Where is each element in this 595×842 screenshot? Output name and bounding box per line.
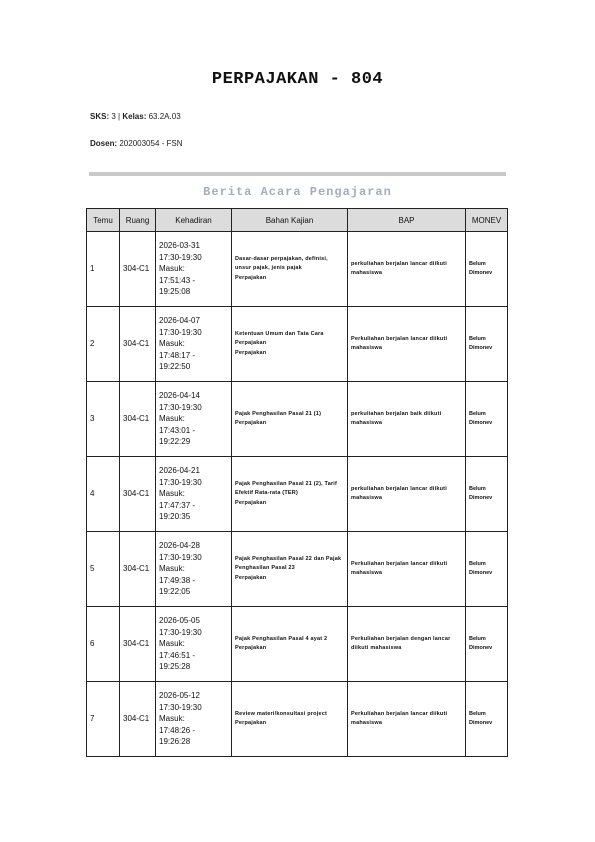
monev-status-detail: Dimonev: [469, 345, 493, 351]
dosen-value: 202003054 - FSN: [119, 139, 183, 148]
session-time: 17:30-19:30: [159, 627, 202, 637]
table-row: [87, 682, 508, 757]
table-row: [87, 382, 508, 457]
kajian-text: Pajak Penghasilan Pasal 4 ayat 2: [235, 635, 328, 642]
keluar-time: 19:22:50: [159, 362, 191, 372]
kajian-text: Pajak Penghasilan Pasal 22 dan Pajak Penghasilan Pasal 23: [235, 555, 342, 572]
cell-temu: [87, 532, 120, 607]
cell-ruang: [120, 232, 156, 307]
cell-kehadiran: [156, 532, 232, 607]
cell-ruang: [120, 682, 156, 757]
cell-temu: [87, 232, 120, 307]
masuk-label: Masuk:: [159, 564, 185, 574]
session-date: 2026-04-21: [159, 466, 200, 476]
cell-monev: [466, 307, 508, 382]
cell-bap: [348, 607, 466, 682]
temu-value: 6: [90, 639, 95, 649]
monev-status-detail: Dimonev: [469, 270, 493, 276]
session-time: 17:30-19:30: [159, 252, 202, 262]
cell-ruang: [120, 532, 156, 607]
masuk-label: Masuk:: [159, 414, 185, 424]
header-temu: Temu: [87, 209, 120, 232]
cell-kehadiran: [156, 457, 232, 532]
session-date: 2026-05-12: [159, 691, 200, 701]
cell-monev: [466, 532, 508, 607]
cell-ruang: [120, 607, 156, 682]
masuk-time: 17:47:37 -: [159, 500, 196, 510]
ruang-value: 304-C1: [123, 489, 150, 499]
table-row: [87, 232, 508, 307]
kajian-subject: Perpajakan: [235, 720, 267, 726]
kajian-text: Review materi/konsultasi project: [235, 710, 327, 717]
monev-status: Belum: [469, 485, 486, 492]
keluar-time: 19:22:05: [159, 587, 191, 597]
dosen-label: Dosen:: [90, 139, 118, 148]
session-date: 2026-04-07: [159, 316, 200, 326]
temu-value: 4: [90, 489, 95, 499]
divider: [89, 172, 506, 176]
session-time: 17:30-19:30: [159, 402, 202, 412]
keluar-time: 19:22:29: [159, 437, 191, 447]
cell-bahan-kajian: [232, 532, 348, 607]
ruang-value: 304-C1: [123, 714, 150, 724]
table-row: [87, 607, 508, 682]
cell-monev: [466, 682, 508, 757]
cell-temu: [87, 682, 120, 757]
cell-ruang: [120, 307, 156, 382]
cell-ruang: [120, 382, 156, 457]
cell-bahan-kajian: [232, 457, 348, 532]
masuk-time: 17:43:01 -: [159, 425, 196, 435]
session-time: 17:30-19:30: [159, 552, 202, 562]
kelas-value: 63.2A.03: [148, 112, 181, 121]
masuk-label: Masuk:: [159, 639, 185, 649]
temu-value: 3: [90, 414, 95, 424]
monev-status-detail: Dimonev: [469, 420, 493, 426]
session-time: 17:30-19:30: [159, 327, 202, 337]
table-row: [87, 307, 508, 382]
session-time: 17:30-19:30: [159, 702, 202, 712]
header-ruang: Ruang: [120, 209, 156, 232]
cell-kehadiran: [156, 382, 232, 457]
bap-text: Perkuliahan berjalan lancar diikuti mahasiswa: [351, 335, 448, 351]
monev-status: Belum: [469, 335, 486, 342]
kajian-subject: Perpajakan: [235, 420, 267, 426]
ruang-value: 304-C1: [123, 414, 150, 424]
bap-text: Perkuliahan berjalan dengan lancar diikuti mahasiswa: [351, 635, 451, 651]
session-date: 2026-04-14: [159, 391, 200, 401]
cell-bap: [348, 307, 466, 382]
ruang-value: 304-C1: [123, 264, 150, 274]
cell-kehadiran: [156, 607, 232, 682]
table-row: [87, 457, 508, 532]
monev-status: Belum: [469, 410, 486, 417]
header-bap: BAP: [348, 209, 466, 232]
temu-value: 5: [90, 564, 95, 574]
kajian-subject: Perpajakan: [235, 574, 267, 581]
monev-status: Belum: [469, 710, 486, 717]
keluar-time: 19:25:28: [159, 662, 191, 672]
table-row: [87, 532, 508, 607]
course-info: [90, 112, 181, 121]
kajian-text: Ketentuan Umum dan Tata Cara Perpajakan: [235, 330, 324, 347]
kajian-text: Pajak Penghasilan Pasal 21 (2), Tarif Efektif Rata-rata (TER): [235, 480, 338, 497]
cell-bap: [348, 382, 466, 457]
cell-kehadiran: [156, 307, 232, 382]
cell-bap: [348, 532, 466, 607]
ruang-value: 304-C1: [123, 564, 150, 574]
cell-bahan-kajian: [232, 232, 348, 307]
kajian-subject: Perpajakan: [235, 349, 267, 356]
monev-status-detail: Dimonev: [469, 570, 493, 576]
monev-status-detail: Dimonev: [469, 645, 493, 651]
lecturer-info: [90, 139, 183, 148]
cell-temu: [87, 307, 120, 382]
masuk-time: 17:48:17 -: [159, 350, 196, 360]
session-date: 2026-03-31: [159, 241, 200, 251]
page-title: PERPAJAKAN - 804: [211, 70, 384, 89]
bap-text: Perkuliahan berjalan lancar diikuti mahasiswa: [351, 710, 448, 726]
cell-bap: [348, 232, 466, 307]
cell-temu: [87, 607, 120, 682]
cell-bap: [348, 457, 466, 532]
sks-label: SKS:: [90, 112, 110, 121]
cell-kehadiran: [156, 682, 232, 757]
bap-text: perkuliahan berjalan lancar diikuti mahasiswa: [351, 485, 447, 501]
keluar-time: 19:26:28: [159, 737, 191, 747]
monev-status-detail: Dimonev: [469, 495, 493, 501]
cell-bahan-kajian: [232, 382, 348, 457]
header-monev: MONEV: [466, 209, 508, 232]
cell-bap: [348, 682, 466, 757]
kajian-subject: Perpajakan: [235, 645, 267, 651]
attendance-table: [86, 208, 508, 757]
cell-ruang: [120, 457, 156, 532]
cell-monev: [466, 607, 508, 682]
cell-bahan-kajian: [232, 607, 348, 682]
temu-value: 7: [90, 714, 95, 724]
masuk-time: 17:48:26 -: [159, 725, 196, 735]
bap-text: perkuliahan berjalan lancar diikuti mahasiswa: [351, 260, 447, 276]
header-kehadiran: Kehadiran: [156, 209, 232, 232]
ruang-value: 304-C1: [123, 639, 150, 649]
session-date: 2026-05-05: [159, 616, 200, 626]
section-title: Berita Acara Pengajaran: [203, 185, 392, 199]
cell-bahan-kajian: [232, 307, 348, 382]
bap-text: Perkuliahan berjalan lancar diikuti mahasiswa: [351, 560, 448, 576]
masuk-label: Masuk:: [159, 339, 185, 349]
cell-monev: [466, 232, 508, 307]
sks-value: 3: [111, 112, 116, 121]
session-date: 2026-04-28: [159, 541, 200, 551]
cell-temu: [87, 457, 120, 532]
cell-bahan-kajian: [232, 682, 348, 757]
temu-value: 2: [90, 339, 95, 349]
kajian-text: Dasar-dasar perpajakan, definisi, unsur pajak, jenis pajak: [235, 255, 328, 272]
cell-monev: [466, 457, 508, 532]
separator: |: [118, 112, 121, 121]
monev-status: Belum: [469, 635, 486, 642]
bap-text: perkuliahan berjalan baik diikuti mahasiswa: [351, 410, 442, 426]
masuk-label: Masuk:: [159, 264, 185, 274]
header-bahan-kajian: Bahan Kajian: [232, 209, 348, 232]
masuk-label: Masuk:: [159, 714, 185, 724]
masuk-time: 17:46:51 -: [159, 650, 196, 660]
table-header-row: [87, 209, 508, 232]
cell-monev: [466, 382, 508, 457]
monev-status: Belum: [469, 260, 486, 267]
monev-status: Belum: [469, 560, 486, 567]
kajian-subject: Perpajakan: [235, 274, 267, 281]
keluar-time: 19:20:35: [159, 512, 191, 522]
kelas-label: Kelas:: [122, 112, 147, 121]
kajian-text: Pajak Penghasilan Pasal 21 (1): [235, 410, 322, 417]
cell-kehadiran: [156, 232, 232, 307]
ruang-value: 304-C1: [123, 339, 150, 349]
kajian-subject: Perpajakan: [235, 499, 267, 506]
temu-value: 1: [90, 264, 95, 274]
cell-temu: [87, 382, 120, 457]
session-time: 17:30-19:30: [159, 477, 202, 487]
masuk-time: 17:51:43 -: [159, 275, 196, 285]
keluar-time: 19:25:08: [159, 287, 191, 297]
monev-status-detail: Dimonev: [469, 720, 493, 726]
masuk-label: Masuk:: [159, 489, 185, 499]
masuk-time: 17:49:38 -: [159, 575, 196, 585]
